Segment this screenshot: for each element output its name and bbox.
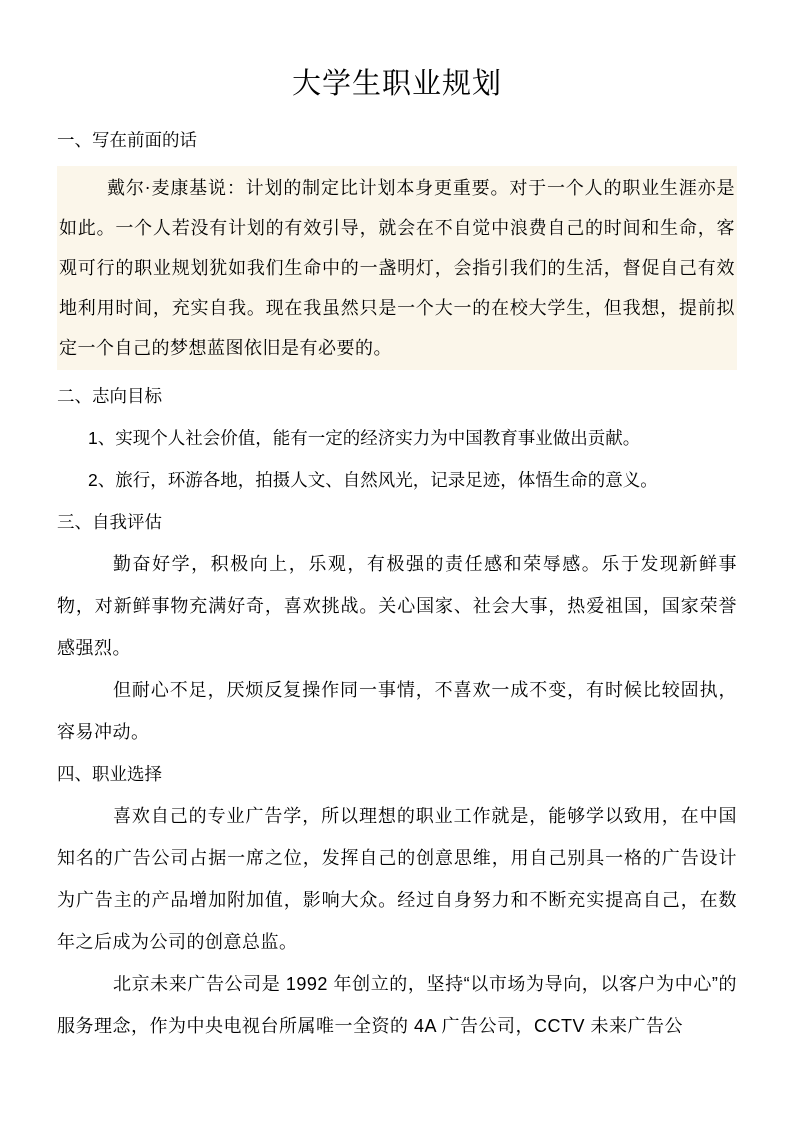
section-career-choice xyxy=(57,753,737,1047)
section-foreword xyxy=(57,119,737,370)
self-assessment-strengths-paragraph: 勤奋好学，积极向上，乐观，有极强的责任感和荣辱感。乐于发现新鲜事物，对新鲜事物充满好奇，喜欢挑战。关心国家、社会大事，热爱祖国，国家荣誉感强烈。 xyxy=(57,554,737,658)
career-choice-company-paragraph: 北京未来广告公司是 1992 年创立的，坚持“以市场为导向，以客户为中心”的服务理念，作为中央电视台所属唯一全资的 4A 广告公司，CCTV 未来广告公 xyxy=(57,974,737,1036)
goal-list-item-2: 2、旅行，环游各地，拍摄人文、自然风光，记录足迹，体悟生命的意义。 xyxy=(88,470,658,490)
section-self-assessment xyxy=(57,501,737,753)
career-choice-ideal-job-paragraph: 喜欢自己的专业广告学，所以理想的职业工作就是，能够学以致用，在中国知名的广告公司占据一席之位，发挥自己的创意思维，用自己别具一格的广告设计为广告主的产品增加附加值，影响大众。经过自身努力和不断充实提高自己，在数年之后成为公司的创意总监。 xyxy=(57,806,737,952)
highlighted-quote-paragraph: 戴尔·麦康基说：计划的制定比计划本身更重要。对于一个人的职业生涯亦是如此。一个人若没有计划的有效引导，就会在不自觉中浪费自己的时间和生命，客观可行的职业规划犹如我们生命中的一盏明灯，会指引我们的生活，督促自己有效地利用时间，充实自我。现在我虽然只是一个大一的在校大学生，但我想，提前拟定一个自己的梦想蓝图依旧是有必要的。 xyxy=(57,166,737,370)
self-assessment-weaknesses-paragraph: 但耐心不足，厌烦反复操作同一事情，不喜欢一成不变，有时候比较固执，容易冲动。 xyxy=(57,680,737,742)
section-aspiration-goals xyxy=(57,375,737,501)
section-heading-aspiration-goals: 二、志向目标 xyxy=(57,386,162,406)
goal-list-item-1: 1、实现个人社会价值，能有一定的经济实力为中国教育事业做出贡献。 xyxy=(88,428,641,448)
section-heading-career-choice: 四、职业选择 xyxy=(57,764,162,784)
section-heading-foreword: 一、写在前面的话 xyxy=(57,130,197,150)
document-title: 大学生职业规划 xyxy=(291,68,502,100)
section-heading-self-assessment: 三、自我评估 xyxy=(57,512,162,532)
